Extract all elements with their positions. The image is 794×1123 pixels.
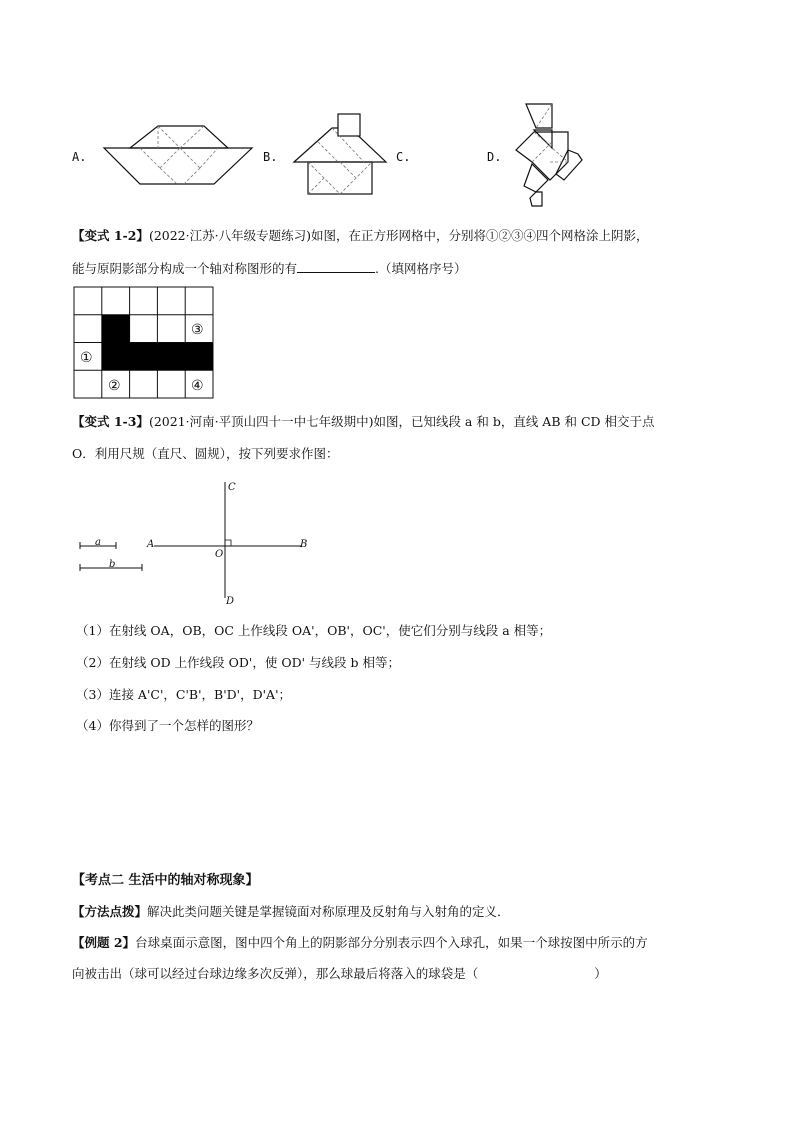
q13-line2: O．利用尺规（直尺、圆规），按下列要求作图： [72,446,339,461]
q13-source: (2021·河南·平顶山四十一中七年级期中) [148,414,374,429]
label-B: B [300,539,308,550]
method-text: 解决此类问题关键是掌握镜面对称原理及反射角与入射角的定义． [147,904,510,919]
q12-source: (2022·江苏·八年级专题练习) [148,228,311,243]
kp2-heading: 【考点二 生活中的轴对称现象】 [72,873,259,888]
option-d-label: D. [487,150,502,164]
q12-text2b: .（填网格序号） [375,261,467,276]
example-text2a: 向被击出（球可以经过台球边缘多次反弹），那么球最后将落入的球袋是（ [72,966,479,981]
option-c-label: C. [396,150,411,164]
q13-step-4: （4）你得到了一个怎样的图形？ [76,718,259,733]
option-a-label: A. [72,150,87,164]
option-b-label: B. [263,150,278,164]
shaded-cell [102,315,130,343]
example2-line1 [72,935,648,951]
example-tag: 【例题 2】 [72,935,136,950]
grid-label-2: ② [108,378,121,394]
q13-step-1: （1）在射线 OA，OB，OC 上作线段 OA'，OB'，OC'，使它们分别与线段 a 相等； [76,623,552,638]
q12-answer-blank[interactable] [297,259,375,273]
q13-line1 [72,414,655,430]
shaded-cell [102,343,213,371]
label-D: D [226,596,235,607]
q13-text1: 如图，已知线段 a 和 b，直线 AB 和 CD 相交于点 [373,414,655,429]
q12-line1 [72,228,648,244]
q13-tag: 【变式 1-3】 [72,414,149,429]
figure-house [292,112,388,196]
label-a: a [95,537,101,548]
q13-figure [76,478,316,606]
q12-line2 [72,259,467,277]
label-A: A [147,539,155,550]
grid-label-3: ③ [191,322,204,338]
example-text2b: ） [594,966,607,981]
example-text1: 台球桌面示意图，图中四个角上的阴影部分分别表示四个入球孔，如果一个球按图中所示的方 [135,935,648,950]
q12-tag: 【变式 1-2】 [72,228,149,243]
figure-tangram-person [512,102,584,210]
q13-step-3: （3）连接 A'C'，C'B'，B'D'，D'A'； [76,687,292,702]
q13-step-2: （2）在射线 OD 上作线段 OD'，使 OD' 与线段 b 相等； [76,655,400,670]
figure-boat [100,124,255,186]
grid-label-1: ① [80,350,93,366]
example2-line2 [72,966,607,982]
method-tag: 【方法点拨】 [72,904,148,919]
label-C: C [228,482,236,493]
q12-text2a: 能与原阴影部分构成一个轴对称图形的有 [72,261,298,276]
kp2-method [72,904,510,920]
grid-label-4: ④ [191,378,204,394]
q12-text1: 如图，在正方形网格中，分别将①②③④四个网格涂上阴影， [310,228,649,243]
label-b: b [109,559,116,570]
label-O: O [215,549,224,560]
